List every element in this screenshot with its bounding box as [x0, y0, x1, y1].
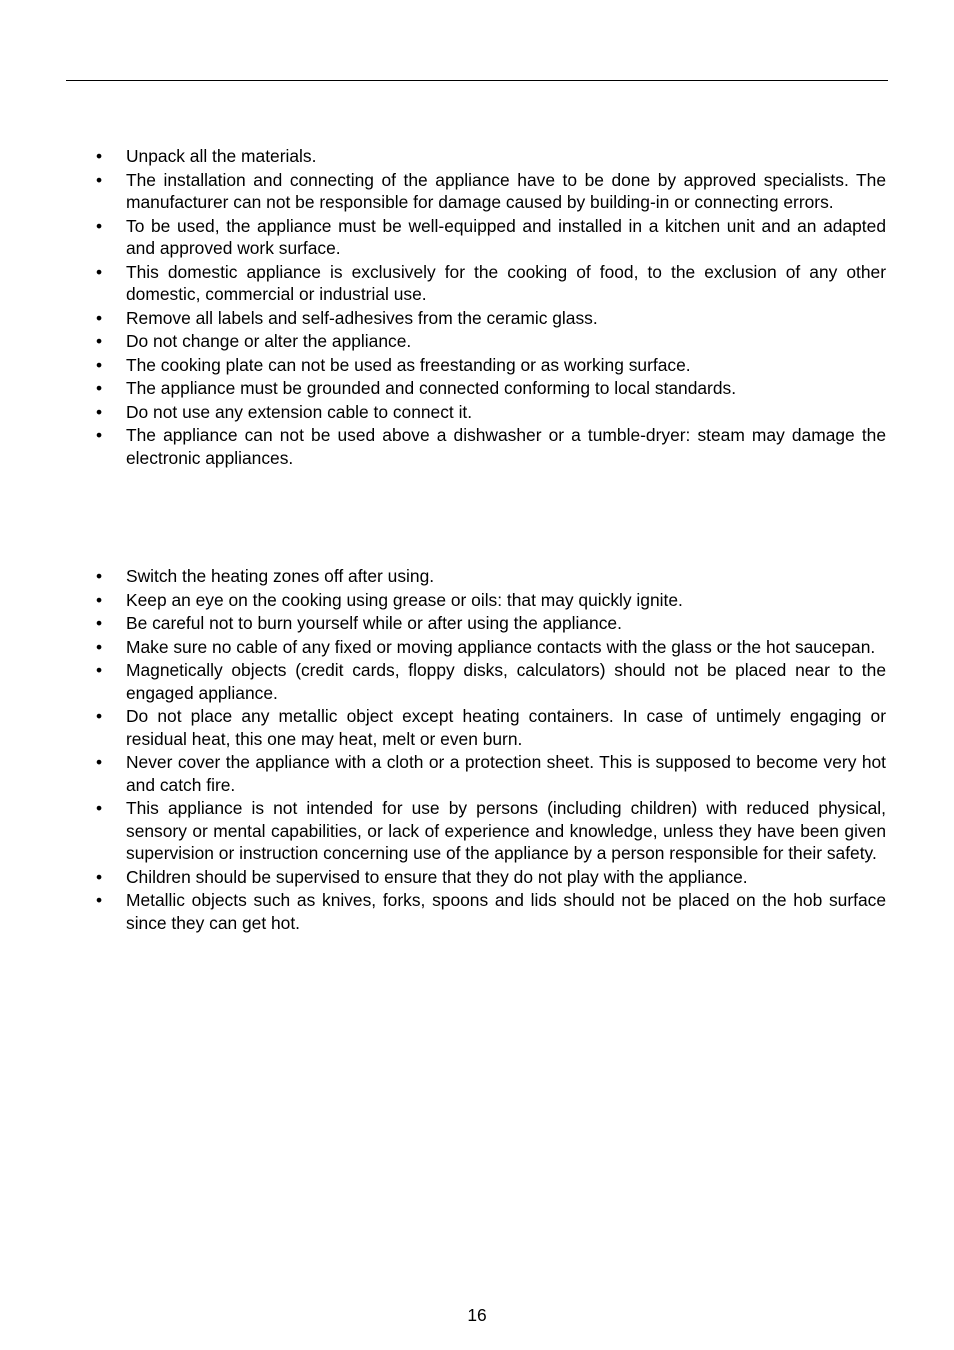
- list-item: [96, 589, 886, 612]
- list-item: [96, 659, 886, 704]
- list-item: [96, 889, 886, 934]
- list-item: [96, 401, 886, 424]
- bullet-icon: •: [96, 169, 103, 190]
- bullet-icon: •: [96, 613, 103, 633]
- list-item-text: To be used, the appliance must be well-equipped and installed in a kitchen unit and an adapted and approved work surface.: [126, 215, 886, 258]
- list-item-text: Do not place any metallic object except heating containers. In case of untimely engaging or residual heat, this one may heat, melt or even burn.: [126, 706, 886, 749]
- list-item: [96, 377, 886, 400]
- list-item-text: The cooking plate can not be used as freestanding or as working surface.: [126, 354, 691, 375]
- list-item: [96, 424, 886, 469]
- list-item: [96, 169, 886, 214]
- bullet-icon: •: [96, 706, 103, 726]
- bullet-icon: •: [96, 866, 103, 887]
- list-item-text: Children should be supervised to ensure that they do not play with the appliance.: [126, 866, 748, 887]
- bullet-icon: •: [96, 401, 103, 422]
- bullet-icon: •: [96, 890, 103, 910]
- list-item-text: Do not use any extension cable to connect it.: [126, 401, 473, 422]
- bullet-icon: •: [96, 425, 103, 445]
- bullet-icon: •: [96, 589, 103, 610]
- bullet-icon: •: [96, 307, 103, 328]
- bullet-icon: •: [96, 636, 103, 657]
- list-item-text: Do not change or alter the appliance.: [126, 331, 412, 351]
- list-item-text: This appliance is not intended for use by persons (including children) with reduced physical, sensory or mental capabilities, or lack of experience and knowledge, unless they have been given supervision or instruction concerning use of the appliance by a person responsible for their safety.: [126, 798, 886, 863]
- list-item: [96, 330, 886, 353]
- list-item: [96, 705, 886, 750]
- list-item-text: Magnetically objects (credit cards, floppy disks, calculators) should not be placed near to the engaged appliance.: [126, 660, 886, 703]
- list-item-text: Metallic objects such as knives, forks, spoons and lids should not be placed on the hob surface since they can get hot.: [126, 890, 886, 933]
- list-item-text: Be careful not to burn yourself while or after using the appliance.: [126, 613, 622, 633]
- bullet-icon: •: [96, 566, 103, 586]
- list-item-text: Switch the heating zones off after using.: [126, 566, 435, 586]
- list-item: [96, 215, 886, 260]
- list-item-text: The appliance must be grounded and connected conforming to local standards.: [126, 378, 737, 398]
- list-item: [96, 565, 886, 588]
- bullet-icon: •: [96, 331, 103, 351]
- bullet-icon: •: [96, 261, 103, 282]
- bullet-icon: •: [96, 146, 103, 166]
- list-item-text: The appliance can not be used above a dishwasher or a tumble-dryer: steam may damage the electronic appliances.: [126, 425, 886, 468]
- bullet-icon: •: [96, 660, 103, 680]
- list-item: [96, 261, 886, 306]
- usage-list: [96, 565, 886, 935]
- list-item: [96, 145, 886, 168]
- list-item-text: Keep an eye on the cooking using grease or oils: that may quickly ignite.: [126, 589, 683, 610]
- bullet-icon: •: [96, 215, 103, 236]
- list-item-text: Make sure no cable of any fixed or moving appliance contacts with the glass or the hot saucepan.: [126, 636, 876, 657]
- bullet-icon: •: [96, 354, 103, 375]
- list-item-text: Remove all labels and self-adhesives from the ceramic glass.: [126, 307, 598, 328]
- header-rule: [66, 80, 888, 81]
- installation-list: [96, 145, 886, 470]
- list-item-text: Unpack all the materials.: [126, 146, 317, 166]
- list-item: [96, 866, 886, 889]
- list-item: [96, 636, 886, 659]
- list-item: [96, 612, 886, 635]
- list-item: [96, 797, 886, 865]
- page-number: 16: [467, 1305, 487, 1325]
- list-item-text: Never cover the appliance with a cloth or a protection sheet. This is supposed to become very hot and catch fire.: [126, 752, 886, 795]
- list-item: [96, 307, 886, 330]
- list-item-text: The installation and connecting of the appliance have to be done by approved specialists. The manufacturer can not be responsible for damage caused by building-in or connecting errors.: [126, 169, 886, 212]
- bullet-icon: •: [96, 378, 103, 398]
- list-item-text: This domestic appliance is exclusively for the cooking of food, to the exclusion of any other domestic, commercial or industrial use.: [126, 261, 886, 304]
- list-item: [96, 354, 886, 377]
- bullet-icon: •: [96, 752, 103, 772]
- bullet-icon: •: [96, 798, 103, 818]
- list-item: [96, 751, 886, 796]
